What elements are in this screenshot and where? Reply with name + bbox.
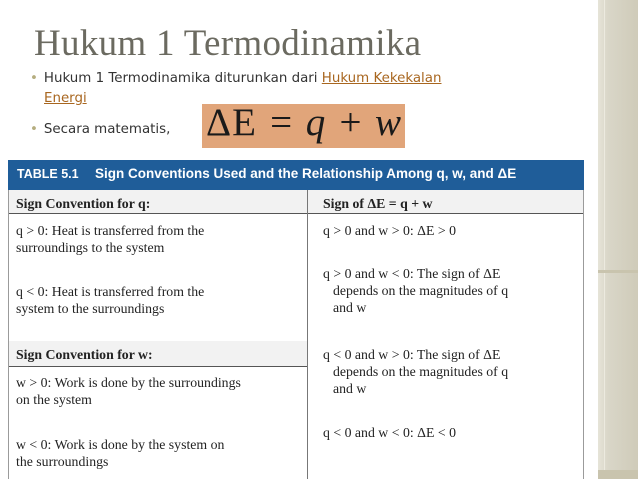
bullet-dot-icon: • bbox=[30, 122, 38, 137]
case-3-line3: and w bbox=[333, 381, 367, 396]
w-negative-line2: the surroundings bbox=[16, 454, 109, 469]
decorative-side-strip bbox=[598, 0, 638, 479]
hukum-kekekalan-energi-link[interactable]: Hukum Kekekalan bbox=[321, 71, 442, 86]
w-positive-line2: on the system bbox=[16, 392, 92, 407]
energi-link[interactable]: Energi bbox=[44, 91, 87, 106]
bullet-dot-icon: • bbox=[30, 71, 38, 86]
first-law-equation: ΔE = q + w bbox=[206, 101, 403, 144]
case-1: q > 0 and w > 0: ΔE > 0 bbox=[323, 223, 456, 238]
q-negative-line1: q < 0: Heat is transferred from the bbox=[16, 284, 205, 299]
w-positive-line1: w > 0: Work is done by the surroundings bbox=[16, 375, 241, 390]
bullet-2 bbox=[30, 122, 170, 137]
case-2-line2: depends on the magnitudes of q bbox=[333, 283, 509, 298]
bullet-2-text: Secara matematis, bbox=[43, 122, 171, 137]
case-2-line1: q > 0 and w < 0: The sign of ΔE bbox=[323, 266, 501, 281]
table-caption: Sign Conventions Used and the Relationship Among q, w, and ΔE bbox=[95, 166, 517, 181]
header-delta-e: Sign of ΔE = q + w bbox=[323, 196, 433, 211]
q-negative-line2: system to the surroundings bbox=[16, 301, 165, 316]
bullet-1 bbox=[30, 71, 441, 86]
q-positive-line1: q > 0: Heat is transferred from the bbox=[16, 223, 205, 238]
case-4: q < 0 and w < 0: ΔE < 0 bbox=[323, 425, 456, 440]
case-3-line2: depends on the magnitudes of q bbox=[333, 364, 509, 379]
header-w: Sign Convention for w: bbox=[16, 347, 153, 362]
column-divider bbox=[307, 190, 308, 479]
bullet-1-text: Hukum 1 Termodinamika diturunkan dari bbox=[43, 71, 322, 86]
case-2-line3: and w bbox=[333, 300, 367, 315]
case-3-line1: q < 0 and w > 0: The sign of ΔE bbox=[323, 347, 501, 362]
q-positive-line2: surroundings to the system bbox=[16, 240, 165, 255]
w-negative-line1: w < 0: Work is done by the system on bbox=[16, 437, 225, 452]
slide-title: Hukum 1 Termodinamika bbox=[34, 23, 422, 64]
header-q: Sign Convention for q: bbox=[16, 196, 151, 211]
table-header-bar bbox=[8, 160, 584, 190]
table-number: TABLE 5.1 bbox=[17, 167, 79, 181]
bullet-1-continuation bbox=[44, 91, 87, 106]
